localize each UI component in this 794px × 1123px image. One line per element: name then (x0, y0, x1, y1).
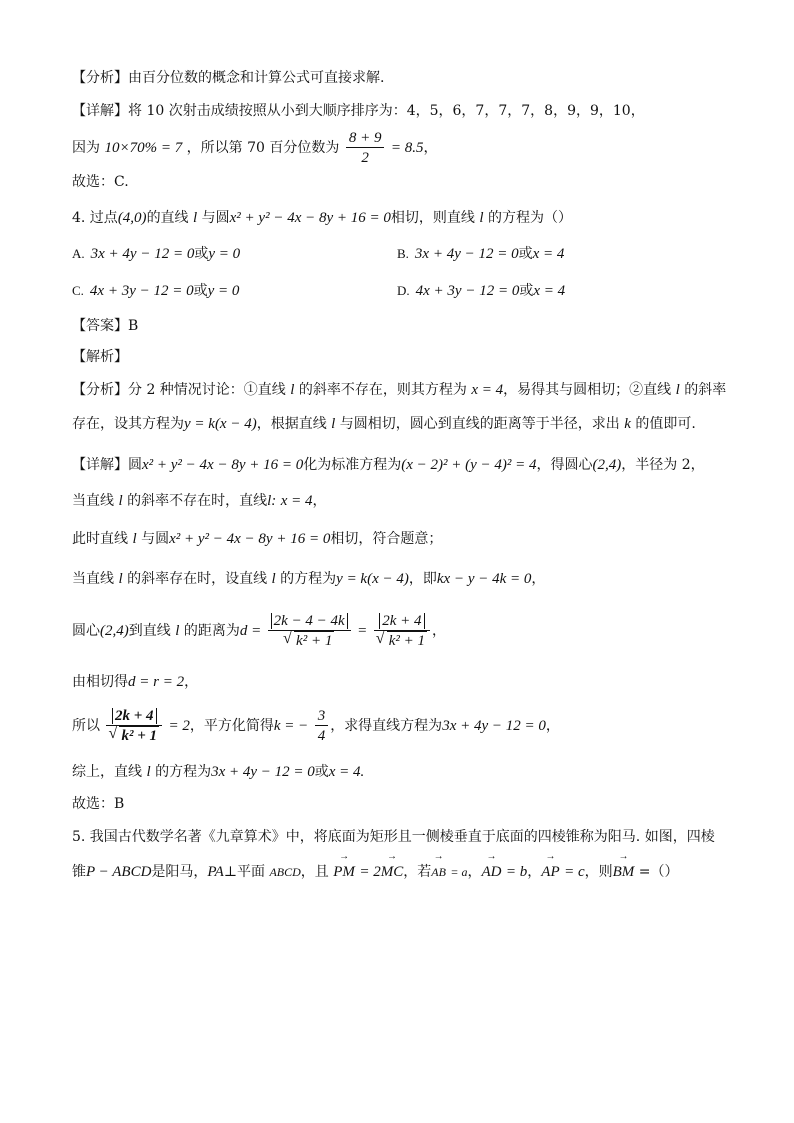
q5-stem-1: 5. 我国古代数学名著《九章算术》中，将底面为矩形且一侧棱垂直于底面的四棱锥称为阳马. 如图，四棱 (72, 829, 715, 845)
vector-mc: → MC (381, 862, 404, 882)
text: 的斜率不存在，则其方程为 (298, 382, 467, 398)
analysis-tag: 【分析】 (72, 70, 128, 86)
option-a[interactable] (72, 244, 240, 264)
math-inline: x = 4 (471, 382, 504, 398)
text: 存在，设其方程为 (72, 416, 184, 432)
text: 与圆 (201, 210, 230, 226)
fraction-denominator (268, 631, 351, 651)
text: 由相切得 (72, 674, 128, 690)
text: ， (531, 571, 546, 587)
math-inline: = c (564, 864, 585, 880)
math-inline: d = r = 2 (128, 674, 185, 690)
text: 的距离为 (183, 623, 240, 639)
math-inline: 3x + 4y − 12 = 0 (414, 246, 519, 262)
abs-value: 2k − 4 − 4k (271, 613, 348, 629)
math-inline: x = 4 (280, 493, 313, 509)
radicand: k² + 1 (388, 632, 426, 649)
math-inline: l (479, 210, 484, 226)
tangent-line (72, 672, 198, 692)
detail-text: 将 10 次射击成绩按照从小到大顺序排序为：4，5，6，7，7，7，8，9，9，10， (128, 103, 645, 119)
text: ，即 (408, 571, 437, 587)
math-inline: = 2 (359, 864, 381, 880)
q4-detail-line (72, 455, 705, 475)
math-inline: y = k(x − 4) (184, 416, 257, 432)
math-inline: P − ABCD (86, 864, 152, 880)
math-inline: k = − (273, 718, 309, 734)
q4-analysis-line2 (72, 414, 696, 434)
fraction-denominator: 4 (317, 727, 326, 744)
text: ，若 (403, 864, 432, 880)
math-inline: x = 4. (328, 764, 365, 780)
text: ， (527, 864, 542, 880)
text: ， (545, 718, 560, 734)
case1-line (72, 491, 326, 511)
math-inline: l (675, 382, 680, 398)
q4-analysis-line1 (72, 380, 726, 400)
solve-fraction (106, 707, 162, 746)
math-inline: x² + y² − 4x − 8y + 16 = 0 (169, 531, 331, 547)
text: ， (312, 493, 327, 509)
prev-analysis-line (72, 68, 384, 88)
option-key: C. (72, 283, 84, 298)
text: 的斜率存在时，设直线 (127, 571, 268, 587)
text: ，则 (584, 864, 613, 880)
text: ，得圆心 (536, 457, 593, 473)
q4-stem (72, 208, 572, 228)
text: ，且 (300, 864, 329, 880)
text: 的斜率 (684, 382, 727, 398)
sqrt (109, 726, 159, 746)
text: 锥 (72, 864, 86, 880)
vector-ab: → AB (431, 862, 446, 882)
math-inline: (x − 2)² + (y − 4)² = 4 (401, 457, 537, 473)
jiexi-tag: 【解析】 (72, 349, 128, 365)
math-inline: kx − y − 4k = 0 (436, 571, 532, 587)
answer-line (72, 316, 138, 336)
solve-line (72, 701, 560, 751)
math-inline: (2,4) (592, 457, 622, 473)
math-inline: 4x + 3y − 12 = 0 (89, 283, 194, 299)
math-inline: = a (450, 865, 468, 879)
text: 4. 过点 (72, 210, 118, 226)
text: 到直线 (128, 623, 171, 639)
text: 与圆 (141, 531, 170, 547)
prev-choose: 故选：C. (72, 174, 129, 190)
text: =（） (638, 864, 679, 880)
math-inline: x = 4 (533, 283, 566, 299)
text: 化为标准方程为 (303, 457, 402, 473)
vector-pm: → PM (333, 862, 355, 882)
sqrt (377, 631, 427, 651)
case2-line (72, 569, 545, 589)
text: 的方程为 (280, 571, 337, 587)
text: ，半径为 2， (621, 457, 705, 473)
option-c[interactable] (72, 281, 239, 301)
fraction-denominator: 2 (361, 149, 369, 166)
text: ， (467, 864, 482, 880)
math-inline: l (146, 764, 151, 780)
fraction (346, 129, 385, 168)
q5-stem-2 (72, 862, 678, 882)
text: 当直线 (72, 571, 114, 587)
vector-bm: → BM (613, 862, 635, 882)
math-inline: x² + y² − 4x − 8y + 16 = 0 (142, 457, 304, 473)
detail-tag: 【详解】 (72, 103, 128, 119)
math-inline: y = 0 (207, 283, 240, 299)
math-inline: PA (207, 864, 224, 880)
math-inline: l: (267, 493, 277, 509)
detail-tag: 【详解】 (72, 457, 128, 473)
text: ， (184, 674, 199, 690)
math-inline: = 8.5 (390, 140, 424, 156)
option-key: D. (397, 283, 410, 298)
math-inline: = 2 (168, 718, 190, 734)
math-inline: (4,0) (117, 210, 147, 226)
text: 此时直线 (72, 531, 128, 547)
math-inline: l (271, 571, 276, 587)
prev-detail-line (72, 101, 645, 121)
radicand: k² + 1 (121, 727, 157, 744)
math-inline: = (357, 623, 368, 639)
distance-line (72, 606, 446, 656)
text: ，根据直线 (256, 416, 327, 432)
text: 相切，则直线 (390, 210, 475, 226)
math-inline: x² + y² − 4x − 8y + 16 = 0 (229, 210, 391, 226)
math-inline: 3x + 4y − 12 = 0 (90, 246, 195, 262)
radicand: k² + 1 (296, 632, 333, 649)
text: 或 (193, 283, 208, 299)
text: 的值即可. (635, 416, 696, 432)
distance-fraction-2 (374, 612, 430, 651)
math-inline: ABCD (269, 865, 301, 879)
text: ， (423, 140, 438, 156)
sqrt (284, 631, 334, 651)
text: 的直线 (146, 210, 189, 226)
math-inline: l (175, 623, 180, 639)
math-inline: l (331, 416, 336, 432)
text: ， (432, 623, 447, 639)
vector-ad: → AD (481, 862, 501, 882)
fraction-numerator: 3 (315, 707, 329, 726)
option-d[interactable] (397, 281, 565, 301)
math-inline: l (132, 531, 137, 547)
math-inline: k (624, 416, 631, 432)
text: 或 (194, 246, 209, 262)
text: 的方程为（） (487, 210, 572, 226)
fraction-numerator: 8 + 9 (346, 129, 385, 148)
abs-value: 2k + 4 (112, 708, 157, 724)
text: ，求得直线方程为 (330, 718, 443, 734)
text: 或 (519, 283, 534, 299)
analysis-tag: 【分析】 (72, 382, 128, 398)
text: 当直线 (72, 493, 114, 509)
analysis-text: 由百分位数的概念和计算公式可直接求解. (128, 70, 385, 86)
math-inline: 3x + 4y − 12 = 0 (211, 764, 315, 780)
math-inline: x = 4 (532, 246, 565, 262)
option-key: B. (397, 246, 409, 261)
math-inline: y = k(x − 4) (336, 571, 409, 587)
text: 圆心 (72, 623, 100, 639)
text: 综上，直线 (72, 764, 142, 780)
prev-percentile-line (72, 128, 438, 168)
text: 的方程为 (155, 764, 212, 780)
case1-conclusion (72, 529, 442, 549)
math-inline: l (193, 210, 198, 226)
answer-value: B (128, 318, 139, 334)
text: 是阳马， (151, 864, 208, 880)
text: 分 2 种情况讨论：①直线 (128, 382, 286, 398)
math-inline: l (118, 571, 123, 587)
summary-line (72, 762, 364, 782)
vector-ap: → AP (541, 862, 559, 882)
text: 与圆相切，圆心到直线的距离等于半径，求出 (339, 416, 620, 432)
text: 或 (518, 246, 533, 262)
math-inline: 10×70% = 7 (104, 140, 183, 156)
k-fraction (315, 707, 329, 746)
text: 的斜率不存在时，直线 (127, 493, 268, 509)
option-key: A. (72, 246, 85, 261)
math-inline: = b (505, 864, 528, 880)
distance-fraction-1 (268, 612, 351, 651)
math-inline: y = 0 (208, 246, 241, 262)
text: 相切，符合题意； (330, 531, 443, 547)
math-inline: d = (239, 623, 262, 639)
text: ，所以第 70 百分位数为 (186, 140, 340, 156)
fraction-denominator (106, 726, 162, 746)
text: ，平方化简得 (189, 718, 274, 734)
math-inline: l (118, 493, 123, 509)
option-b[interactable] (397, 244, 564, 264)
fraction-denominator (374, 631, 430, 651)
text: 因为 (72, 140, 100, 156)
text: ⊥平面 (223, 864, 265, 880)
q4-choose: 故选：B (72, 796, 125, 812)
fraction-numerator (268, 612, 351, 631)
answer-tag: 【答案】 (72, 318, 128, 334)
math-inline: 3x + 4y − 12 = 0 (442, 718, 546, 734)
math-inline: l (290, 382, 295, 398)
text: 或 (314, 764, 329, 780)
abs-value: 2k + 4 (379, 613, 424, 629)
text: ，易得其与圆相切；②直线 (503, 382, 672, 398)
math-inline: 4x + 3y − 12 = 0 (415, 283, 520, 299)
math-inline: (2,4) (100, 623, 129, 639)
text: 圆 (128, 457, 142, 473)
text: 所以 (72, 718, 100, 734)
